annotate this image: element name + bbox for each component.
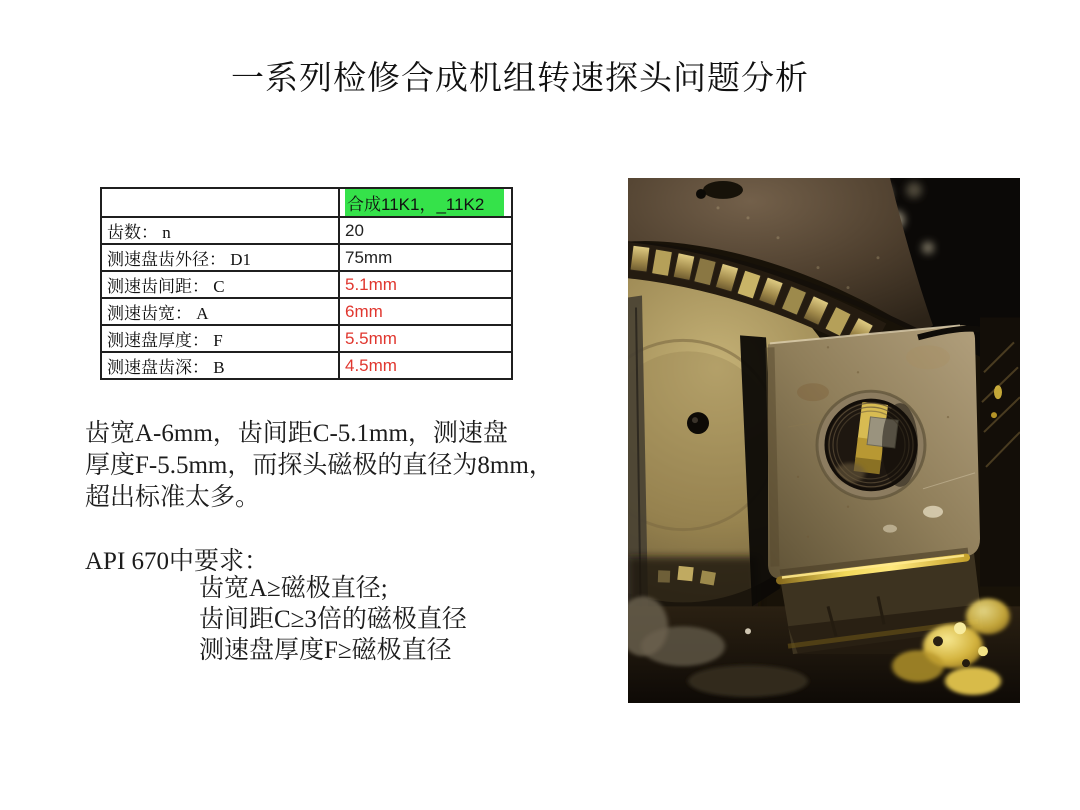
- table-row: [101, 271, 512, 298]
- row-label: 测速盘齿深： B: [101, 352, 339, 379]
- row-value: 75mm: [339, 244, 512, 271]
- row-label: 测速齿间距： C: [101, 271, 339, 298]
- api-requirement-item: 测速盘厚度F≥磁极直径: [199, 637, 452, 664]
- row-value: 5.5mm: [339, 325, 512, 352]
- spec-table: [100, 187, 513, 380]
- table-row: [101, 244, 512, 271]
- api-requirements-heading: API 670中要求：: [85, 548, 270, 575]
- table-row: [101, 325, 512, 352]
- row-label: 齿数： n: [101, 217, 339, 244]
- table-header-row: [101, 188, 512, 217]
- row-label: 测速盘厚度： F: [101, 325, 339, 352]
- row-value: 6mm: [339, 298, 512, 325]
- body-paragraph: [85, 418, 554, 514]
- paragraph-line: 齿宽A-6mm，齿间距C-5.1mm，测速盘: [85, 420, 508, 447]
- row-value: 5.1mm: [339, 271, 512, 298]
- table-row: [101, 298, 512, 325]
- machine-photo-illustration: [628, 178, 1020, 703]
- paragraph-line: 超出标准太多。: [85, 484, 261, 511]
- header-unit-cell: [339, 188, 512, 217]
- machine-photo: [628, 178, 1020, 703]
- row-label: 测速盘齿外径： D1: [101, 244, 339, 271]
- paragraph-line: 厚度F-5.5mm，而探头磁极的直径为8mm，: [85, 452, 554, 479]
- api-requirement-item: 齿间距C≥3倍的磁极直径: [199, 606, 467, 633]
- row-value: 4.5mm: [339, 352, 512, 379]
- api-requirement-item: 齿宽A≥磁极直径;: [199, 575, 388, 602]
- unit-highlight: 合成11K1，_11K2: [345, 189, 504, 216]
- table-row: [101, 352, 512, 379]
- header-empty-cell: [101, 188, 339, 217]
- page-title: 一系列检修合成机组转速探头问题分析: [231, 61, 809, 97]
- row-label: 测速齿宽： A: [101, 298, 339, 325]
- api-requirements-list: [199, 573, 467, 666]
- row-value: 20: [339, 217, 512, 244]
- table-row: [101, 217, 512, 244]
